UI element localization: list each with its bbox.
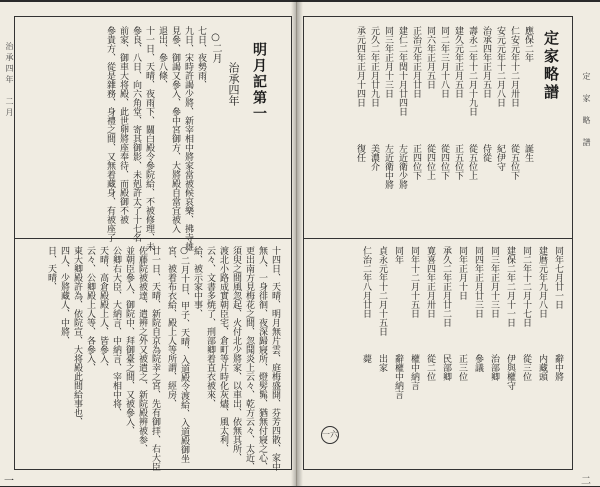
- event-cell: 從五位下: [509, 144, 519, 180]
- text-column: 前家、御車大将殿、此世卵將座奉待、而殿御不被: [118, 26, 128, 224]
- text-column: 天晴、高倉殿殿上人、皆參入、: [98, 246, 108, 372]
- date-column: 建久元年正月五日: [453, 26, 463, 98]
- event-cell: 正五位下: [453, 144, 463, 180]
- event-cell: 内藏頭: [537, 354, 547, 381]
- right-page: [297, 2, 600, 486]
- page-number: 一: [4, 476, 14, 487]
- text-column: 無人、一身徘徊、夜深歸寢所、燈髣髴、猶無付寢之心、: [257, 246, 267, 471]
- chapter-title: 明月記第一: [251, 42, 267, 122]
- date-column: 建暦元年九月八日: [537, 246, 547, 318]
- event-cell: 民部卿: [441, 354, 451, 381]
- book-gutter: [291, 0, 303, 486]
- event-cell: 左近衛中將: [383, 144, 393, 189]
- date-column: 同年正月十日: [457, 246, 467, 300]
- event-cell: 辭權中納言: [393, 354, 403, 399]
- date-column: 元久二年正月廿九日: [369, 26, 379, 107]
- event-cell: 出家: [377, 354, 387, 372]
- text-column: 退出、參八條、: [157, 26, 167, 89]
- left-page: [0, 2, 297, 486]
- date-column: 仁安元年十二月卅日: [509, 26, 519, 107]
- text-column: 四人、少將藏人、中將、: [59, 246, 69, 345]
- text-column: 日、天晴、: [46, 246, 56, 291]
- date-column: 同二年十二月十七日: [521, 246, 531, 327]
- date-column: 建保二年二月十一日: [505, 246, 515, 327]
- date-column: 同三年正月十三日: [489, 246, 499, 318]
- event-cell: 左近衛少將: [397, 144, 407, 189]
- page-stamp: 一六: [321, 426, 339, 444]
- date-column: 同年十二月十五日: [409, 246, 419, 318]
- text-column: 見參、御謁又參入、參中宮御方、大將殿自當宜被入: [170, 26, 180, 233]
- text-column: 佐藤院被被達、遣辨之外又被遣之、新院殿辨被参、: [137, 246, 147, 453]
- event-cell: 從四位下: [439, 144, 449, 180]
- text-column: 須臾之間風忽起、火付北少將家、以車出、依無其所、: [231, 246, 241, 462]
- event-cell: 治部卿: [489, 354, 499, 381]
- event-cell: 從四位上: [425, 144, 435, 180]
- text-column: 云々、文書多焼了、刑部卿着直衣被來、: [205, 246, 215, 408]
- era-title: 治承四年: [227, 62, 240, 106]
- event-cell: 復任: [355, 144, 365, 162]
- event-cell: 誕生: [523, 144, 533, 162]
- running-head: 治承四年 二月: [5, 42, 14, 119]
- event-cell: 從三位: [521, 354, 531, 381]
- text-column: 渡北小路成實朝臣宅、倉町等片時化灰燼、風太利、: [218, 246, 228, 453]
- date-column: 同六年正月五日: [425, 26, 435, 89]
- date-column: 承元四年正月十四日: [355, 26, 365, 107]
- date-column: 同年七月廿一日: [553, 246, 563, 309]
- text-column: ○二月十日、甲子、天晴、入道殿令渡給、入道殿御坐: [179, 246, 189, 463]
- date-column: 建仁二年閏十月廿四日: [397, 26, 407, 116]
- text-column: 給、被示家中事、: [192, 246, 202, 318]
- date-column: 同二年三月十八日: [439, 26, 449, 98]
- text-column: 宮、被着布衣給、殿上人等所謂、經房、: [166, 246, 176, 408]
- date-column: 應保二年: [523, 26, 533, 62]
- right-page-frame: [303, 16, 573, 470]
- event-cell: 侍從: [481, 144, 491, 162]
- text-column: 公卿右大臣、大納言、中納言、宰相中将、: [111, 246, 121, 417]
- text-column: 九日、宋時許謁少將、新宰相中將家當被候哀樂、拂寺雄: [183, 26, 193, 251]
- date-column: 正治元年正月廿日: [411, 26, 421, 98]
- event-cell: 薨: [361, 354, 371, 363]
- date-column: 承久二年正月廿二日: [441, 246, 451, 327]
- text-column: 十四日、天晴、明月無片雲、庭梅盛開、芬芳四散、家中: [270, 246, 280, 471]
- text-column: 參良、八日、向六角堂、寄其御影、未剋許太了十七名: [131, 26, 141, 242]
- text-column: 廿一日、天晴、新院自京為院幸之宮、先有御拝、右大臣: [150, 246, 160, 471]
- text-column: 東大卿殿許為、依院宣、大将殿此間給事也、: [72, 246, 82, 426]
- date-column: 仁治二年八月廿日: [361, 246, 371, 318]
- event-cell: 從二位: [425, 354, 435, 381]
- page-number: 二: [581, 476, 591, 487]
- event-cell: 正三位: [457, 354, 467, 381]
- right-page-divider: [303, 238, 572, 239]
- date-column: 同年: [393, 246, 403, 264]
- event-cell: 辭中將: [553, 354, 563, 381]
- running-head: 定 家 略 譜: [582, 72, 591, 149]
- text-column: 並朝臣參入、御院中、拜御臺之間、又被參入、: [124, 246, 134, 435]
- text-column: 參貴方、從是雜務、身禮之間、又無着藏身、有被座了: [105, 26, 115, 242]
- text-column: 七日、夜勢雨、: [196, 26, 206, 89]
- event-cell: 權中納言: [409, 354, 419, 390]
- text-column: 云々、公卿殿上人等、各參入、: [85, 246, 95, 372]
- text-column: 更出南方見梅花之間、忽聞炎上云々、乾方云々、太近、: [244, 246, 254, 471]
- event-cell: 美濃介: [369, 144, 379, 171]
- text-column: 十一日、天晴、夜雨下、關白殿令參院給、不被修理、未: [144, 26, 154, 251]
- event-cell: 紀伊守: [495, 144, 505, 171]
- event-cell: 從五位上: [467, 144, 477, 180]
- date-column: 同四年正月廿三日: [473, 246, 483, 318]
- event-cell: 伊與權守: [505, 354, 515, 390]
- date-column: 壽永二年十二月十九日: [467, 26, 477, 116]
- event-cell: 參議: [473, 354, 483, 372]
- date-column: 貞永元年十二月十五日: [377, 246, 387, 336]
- genealogy-title: 定家略譜: [542, 30, 560, 102]
- date-column: 寛喜四年正月卅日: [425, 246, 435, 318]
- month-heading: ○二月: [210, 32, 221, 64]
- event-cell: 正四位下: [411, 144, 421, 180]
- date-column: 安元元年十二月八日: [495, 26, 505, 107]
- date-column: 同三年正月十三日: [383, 26, 393, 98]
- date-column: 治承四年正月五日: [481, 26, 491, 98]
